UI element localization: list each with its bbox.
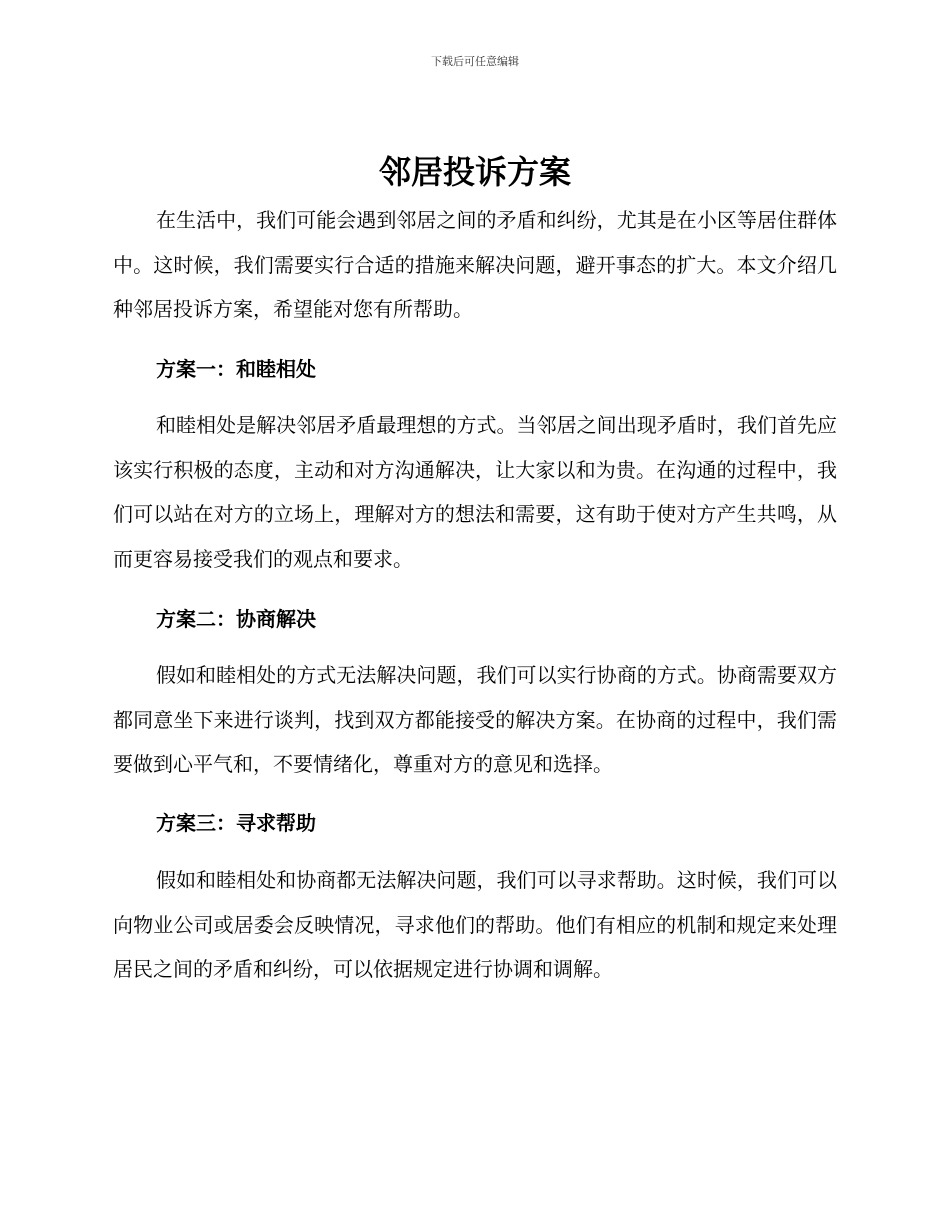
section-heading-1: 方案一：和睦相处 xyxy=(156,357,316,381)
section-body-1: 和睦相处是解决邻居矛盾最理想的方式。当邻居之间出现矛盾时，我们首先应该实行积极的态度，主动和对方沟通解决，让大家以和为贵。在沟通的过程中，我们可以站在对方的立场上，理解对方的想法和需要，这有助于使对方产生共鸣，从而更容易接受我们的观点和要求。 xyxy=(113,413,837,571)
page-header-note: 下载后可任意编辑 xyxy=(431,55,519,68)
intro-paragraph: 在生活中，我们可能会遇到邻居之间的矛盾和纠纷，尤其是在小区等居住群体中。这时候，我们需要实行合适的措施来解决问题，避开事态的扩大。本文介绍几种邻居投诉方案，希望能对您有所帮助。 xyxy=(113,208,837,321)
section-body-3: 假如和睦相处和协商都无法解决问题，我们可以寻求帮助。这时候，我们可以向物业公司或居委会反映情况，寻求他们的帮助。他们有相应的机制和规定来处理居民之间的矛盾和纠纷，可以依据规定进行协调和调解。 xyxy=(113,868,837,981)
section-body-2: 假如和睦相处的方式无法解决问题，我们可以实行协商的方式。协商需要双方都同意坐下来进行谈判，找到双方都能接受的解决方案。在协商的过程中，我们需要做到心平气和，不要情绪化，尊重对方的意见和选择。 xyxy=(113,663,837,776)
section-heading-3: 方案三：寻求帮助 xyxy=(156,811,316,835)
section-heading-2: 方案二：协商解决 xyxy=(156,607,316,631)
document-title: 邻居投诉方案 xyxy=(378,153,571,191)
